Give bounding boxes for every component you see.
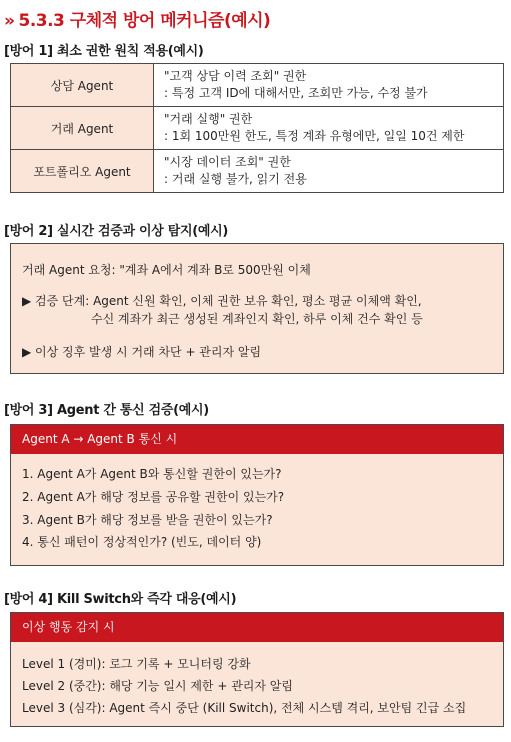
- table-row: [11, 150, 504, 193]
- box-header: Agent A → Agent B 통신 시: [11, 425, 503, 454]
- permission-cell: [154, 107, 504, 150]
- table-row: [11, 64, 504, 107]
- transfer-request: 거래 Agent 요청: "계좌 A에서 계좌 B로 500만원 이체: [22, 263, 311, 277]
- permission-cell: [154, 150, 504, 193]
- permission-detail: : 1회 100만원 한도, 특정 계좌 유형에만, 일일 10건 제한: [164, 129, 465, 143]
- role-cell: 상담 Agent: [11, 64, 154, 107]
- defense4-heading: [방어 4] Kill Switch와 즉각 대응(예시): [4, 592, 237, 607]
- verification-steps: ▶ 검증 단계: Agent 신원 확인, 이체 권한 보유 확인, 평소 평균 이체액 확인,: [22, 294, 422, 308]
- box-header: 이상 행동 감지 시: [11, 613, 503, 642]
- check-item: 4. 통신 패턴이 정상적인가? (빈도, 데이터 양): [22, 535, 262, 549]
- defense2-heading: [방어 2] 실시간 검증과 이상 탐지(예시): [4, 224, 229, 239]
- permission-cell: [154, 64, 504, 107]
- response-level: Level 2 (중간): 해당 기능 일시 제한 + 관리자 알림: [22, 679, 293, 693]
- role-cell: 거래 Agent: [11, 107, 154, 150]
- response-level: Level 3 (심각): Agent 즉시 중단 (Kill Switch), 전체 시스템 격리, 보안팀 긴급 소집: [22, 701, 467, 715]
- agent-communication-box: [10, 424, 504, 566]
- response-level: Level 1 (경미): 로그 기록 + 모니터링 강화: [22, 657, 251, 671]
- anomaly-response: ▶ 이상 징후 발생 시 거래 차단 + 관리자 알림: [22, 345, 262, 359]
- verification-steps-continued: 수신 계좌가 최근 생성된 계좌인지 확인, 하루 이체 건수 확인 등: [91, 312, 423, 326]
- page-title-text: 5.3.3 구체적 방어 메커니즘(예시): [18, 11, 271, 31]
- kill-switch-box: [10, 612, 504, 727]
- role-cell: 포트폴리오 Agent: [11, 150, 154, 193]
- verification-box: [10, 243, 504, 374]
- check-item: 3. Agent B가 해당 정보를 받을 권한이 있는가?: [22, 513, 273, 527]
- permission-table: [10, 63, 504, 193]
- table-row: [11, 107, 504, 150]
- permission-detail: : 특정 고객 ID에 대해서만, 조회만 가능, 수정 불가: [164, 86, 428, 100]
- permission-title: "시장 데이터 조회" 권한: [164, 155, 291, 169]
- defense1-heading: [방어 1] 최소 권한 원칙 적용(예시): [4, 44, 204, 59]
- permission-title: "거래 실행" 권한: [164, 112, 253, 126]
- defense3-heading: [방어 3] Agent 간 통신 검증(예시): [4, 403, 209, 418]
- check-item: 1. Agent A가 Agent B와 통신할 권한이 있는가?: [22, 467, 282, 481]
- permission-title: "고객 상담 이력 조회" 권한: [164, 69, 307, 83]
- double-chevron-icon: »: [4, 11, 15, 31]
- check-item: 2. Agent A가 해당 정보를 공유할 권한이 있는가?: [22, 490, 285, 504]
- permission-detail: : 거래 실행 불가, 읽기 전용: [164, 172, 307, 186]
- page-title: [4, 6, 270, 31]
